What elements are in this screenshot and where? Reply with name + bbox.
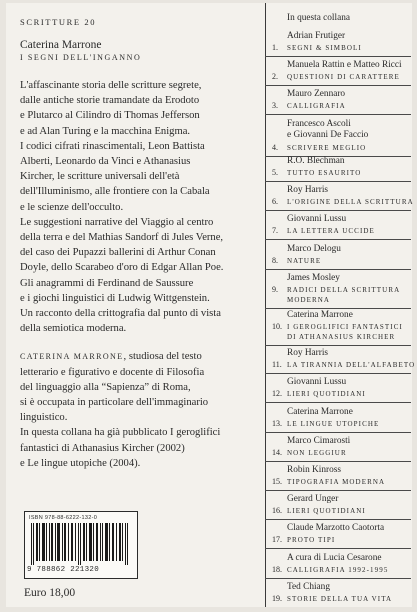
- bio-line: fantastici di Athanasius Kircher (2002): [20, 442, 185, 454]
- author-bio: [20, 349, 258, 471]
- book-title: I SEGNI DELL'INGANNO: [20, 53, 142, 62]
- blurb-line: Le suggestioni narrative del Viaggio al centro: [20, 216, 214, 228]
- left-column: [20, 17, 258, 471]
- bio-line: e Le lingue utopiche (2004).: [20, 457, 141, 469]
- blurb-line: e le scienze dell'occulto.: [20, 201, 124, 213]
- series-item-title: LIERI QUOTIDIANI: [287, 507, 366, 516]
- series-item-number: 5.: [272, 167, 278, 177]
- series-item-author: Roy Harris: [287, 185, 329, 196]
- series-item-number: 13.: [272, 418, 282, 428]
- series-list-item: [272, 310, 410, 348]
- series-item-title: LA LETTERA UCCIDE: [287, 227, 375, 236]
- series-item-number: 14.: [272, 447, 282, 457]
- series-item-title: LA TIRANNIA DELL'ALFABETO: [287, 361, 416, 370]
- series-item-number: 1.: [272, 43, 278, 52]
- series-item-separator: [265, 490, 411, 491]
- series-item-author: Francesco Ascoli: [287, 118, 351, 129]
- blurb-line: Doyle, dello Scarabeo d'oro di Edgar Allan Poe.: [20, 262, 224, 274]
- blurb-line: Kircher, le scritture universali dell'età: [20, 171, 180, 183]
- series-item-title: STORIE DELLA TUA VITA: [287, 594, 393, 603]
- series-item-title: LIERI QUOTIDIANI: [287, 390, 366, 399]
- series-item-author: James Mosley: [287, 272, 340, 283]
- blurb-line: e ad Alan Turing e la macchina Enigma.: [20, 125, 191, 137]
- series-item-title: SEGNI & SIMBOLI: [287, 44, 362, 52]
- series-item-separator: [265, 239, 411, 240]
- series-item-author: Manuela Rattin e Matteo Ricci: [287, 60, 402, 71]
- series-item-author: Gerard Unger: [287, 494, 339, 505]
- blurb-line: dell'Illuminismo, alle frontiere con la Cabala: [20, 186, 210, 198]
- series-item-title: LE LINGUE UTOPICHE: [287, 419, 380, 428]
- series-list-item: [272, 436, 410, 465]
- series-item-title: TUTTO ESAURITO: [287, 168, 362, 177]
- series-item-separator: [265, 181, 411, 182]
- series-item-number: 7.: [272, 226, 278, 236]
- series-list: [272, 13, 416, 611]
- series-list-item: [272, 31, 410, 60]
- series-item-separator: [265, 210, 411, 211]
- blurb-line: L'affascinante storia delle scritture segrete,: [20, 80, 202, 91]
- series-item-author: Adrian Frutiger: [287, 31, 346, 41]
- series-item-number: 10.: [272, 322, 282, 332]
- series-item-separator: [265, 85, 411, 86]
- isbn-text: ISBN 978-88-6222-132-0: [29, 515, 98, 521]
- series-item-number: 11.: [272, 360, 282, 370]
- series-item-title: NON LEGGIUR: [287, 448, 347, 457]
- series-item-number: 12.: [272, 389, 282, 399]
- series-list-item: [272, 553, 410, 582]
- series-item-author: Ted Chiang: [287, 581, 330, 592]
- bio-line: In questa collana ha già pubblicato I geroglifici: [20, 427, 221, 439]
- bio-line-text: , studiosa del testo: [123, 351, 202, 363]
- bio-line: [20, 349, 258, 364]
- series-list-item: [272, 273, 410, 311]
- series-list-item: [272, 465, 410, 494]
- series-item-separator: [265, 345, 411, 346]
- series-item-title: CALLIGRAFIA: [287, 102, 346, 111]
- series-item-author: Caterina Marrone: [287, 406, 353, 417]
- series-item-separator: [265, 519, 411, 520]
- series-item-author: Roy Harris: [287, 348, 329, 359]
- series-item-number: 6.: [272, 197, 278, 207]
- series-list-item: [272, 89, 410, 118]
- series-item-author: Claude Marzotto Caotorta: [287, 523, 385, 534]
- series-item-title: QUESTIONI DI CARATTERE: [287, 73, 400, 82]
- series-item-number: 4.: [272, 142, 278, 152]
- column-divider: [265, 3, 266, 607]
- bio-line: del linguaggio alla “Sapienza” di Roma,: [20, 381, 191, 393]
- series-item-author: Giovanni Lussu: [287, 377, 347, 388]
- series-list-item: [272, 185, 414, 214]
- series-list-item: [272, 523, 410, 552]
- series-label: SCRITTURE 20: [20, 17, 97, 27]
- series-item-separator: [265, 56, 411, 57]
- series-item-author: Caterina Marrone: [287, 310, 353, 321]
- series-item-author: Marco Delogu: [287, 243, 341, 254]
- series-list-item: [272, 582, 410, 611]
- series-list-item: [272, 377, 410, 406]
- series-item-title: NATURE: [287, 256, 322, 265]
- series-list-heading: In questa collana: [287, 13, 350, 23]
- series-item-author: Marco Cimarosti: [287, 435, 351, 446]
- author-name: Caterina Marrone: [20, 39, 102, 51]
- series-item-title: RADICI DELLA SCRITTURA MODERNA: [287, 285, 400, 304]
- series-list-item: [272, 60, 410, 89]
- series-item-title: TIPOGRAFIA MODERNA: [287, 477, 386, 486]
- series-item-number: 17.: [272, 535, 282, 545]
- bio-line: letterario e figurativo e docente di Filosofia: [20, 366, 205, 378]
- blurb-line: della semiotica moderna.: [20, 323, 127, 335]
- series-item-title: I GEROGLIFICI FANTASTICI DI ATHANASIUS KIRCHER: [287, 323, 403, 342]
- blurb-line: dalle antiche storie tramandate da Erodoto: [20, 95, 200, 107]
- series-item-title: SCRIVERE MEGLIO: [287, 143, 367, 152]
- series-item-number: 3.: [272, 101, 278, 111]
- blurb-line: e Plutarco al Cilindro di Thomas Jefferson: [20, 110, 200, 122]
- blurb-line: I codici cifrati rinascimentali, Leon Battista: [20, 140, 205, 152]
- price: Euro 18,00: [24, 587, 76, 599]
- series-item-number: 8.: [272, 255, 278, 265]
- series-list-item: [272, 244, 410, 273]
- series-item-title: CALLIGRAFIA 1992-1995: [287, 565, 389, 574]
- series-list-item: [272, 119, 410, 156]
- series-item-number: 18.: [272, 564, 282, 574]
- series-item-author: R.O. Blechman: [287, 155, 345, 166]
- series-item-number: 2.: [272, 72, 278, 82]
- series-item-number: 16.: [272, 506, 282, 516]
- series-item-number: 15.: [272, 476, 282, 486]
- series-item-author: Robin Kinross: [287, 464, 341, 475]
- series-item-separator: [265, 269, 411, 270]
- blurb-line: Gli anagrammi di Ferdinand de Saussure: [20, 277, 194, 289]
- series-item-separator: [265, 373, 411, 374]
- barcode-box: [24, 511, 138, 579]
- blurb-line: Alberti, Leonardo da Vinci e Athanasius: [20, 156, 191, 168]
- series-list-item: [272, 348, 416, 377]
- series-item-separator: [265, 578, 411, 579]
- series-list-item: [272, 214, 410, 243]
- blurb-line: Un racconto della crittografia dal punto di vista: [20, 308, 221, 320]
- back-cover: [6, 3, 416, 607]
- series-item-separator: [265, 114, 411, 115]
- series-item-separator: [265, 402, 411, 403]
- series-list-item: [272, 156, 410, 185]
- barcode-image: [29, 523, 133, 565]
- series-item-separator: [265, 432, 411, 433]
- series-item-number: 19.: [272, 593, 282, 603]
- barcode-digits: 9 788862 221320: [27, 566, 100, 574]
- series-item-separator: [265, 308, 411, 309]
- blurb-line: del caso dei Pupazzi ballerini di Arthur Conan: [20, 247, 216, 259]
- bio-line: si è occupata in particolare dell'immaginario: [20, 397, 209, 409]
- bio-author-name: CATERINA MARRONE: [20, 352, 124, 362]
- series-item-title: PROTO TIPI: [287, 536, 336, 545]
- series-item-author-line2: e Giovanni De Faccio: [287, 129, 369, 140]
- series-item-author: Mauro Zennaro: [287, 89, 346, 100]
- series-item-author: A cura di Lucia Cesarone: [287, 552, 382, 563]
- series-list-item: [272, 407, 410, 436]
- series-list-item: [272, 494, 410, 523]
- series-item-title: L'ORIGINE DELLA SCRITTURA: [287, 198, 414, 207]
- series-item-separator: [265, 548, 411, 549]
- series-item-number: 9.: [272, 284, 278, 294]
- blurb: [20, 78, 258, 336]
- series-item-separator: [265, 461, 411, 462]
- blurb-line: della terra e del Mathias Sandorf di Jules Verne,: [20, 232, 224, 244]
- series-item-author: Giovanni Lussu: [287, 214, 347, 225]
- bio-line: linguistico.: [20, 412, 68, 424]
- blurb-line: e i giochi linguistici di Ludwig Wittgenstein.: [20, 292, 210, 304]
